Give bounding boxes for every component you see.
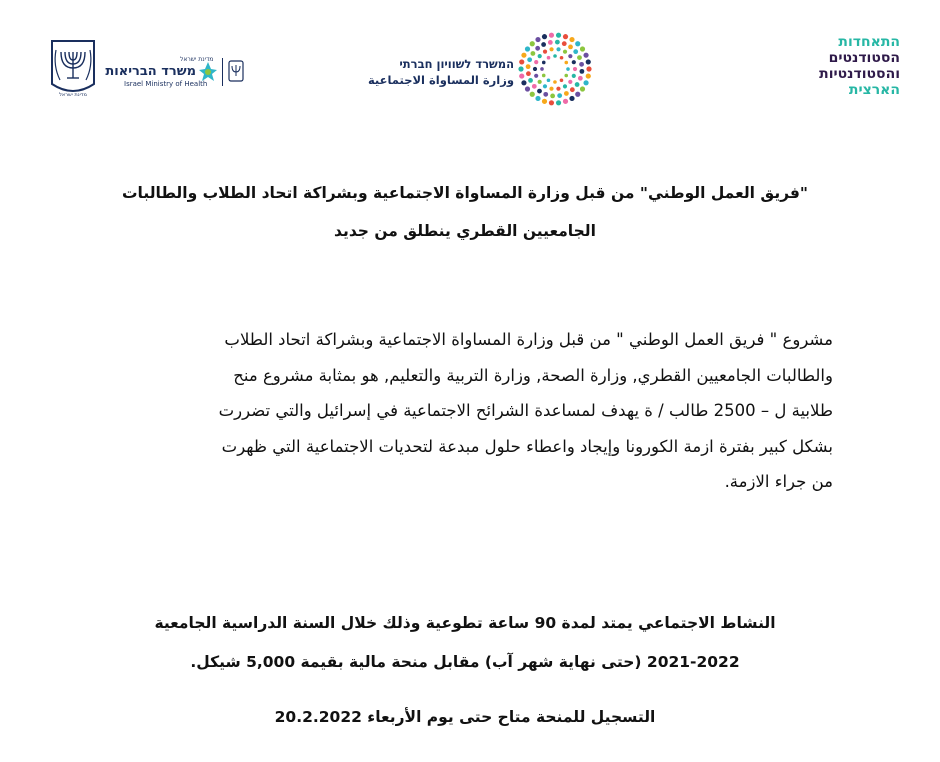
- wheel-dot: [525, 46, 530, 51]
- wheel-dot: [547, 78, 551, 82]
- wheel-dot: [583, 80, 588, 85]
- wheel-dot: [533, 67, 537, 71]
- wheel-dot: [542, 74, 546, 78]
- wheel-dot: [543, 84, 547, 88]
- wheel-dot: [560, 56, 564, 60]
- wheel-dot: [537, 89, 542, 94]
- wheel-dot: [586, 59, 591, 64]
- wheel-dot: [575, 41, 580, 46]
- wheel-dot: [564, 91, 569, 96]
- wheel-dot: [542, 34, 547, 39]
- wheel-dot: [556, 100, 561, 105]
- wheel-dot: [547, 56, 551, 60]
- wheel-dot: [525, 86, 530, 91]
- state-emblem: [48, 38, 98, 102]
- wheel-dot: [553, 80, 557, 84]
- wheel-dot: [549, 33, 554, 38]
- activity-line-2: 2021-2022 (حتى نهاية شهر آب) مقابل منحة مالية بقيمة 5,000 شيكل.: [190, 653, 740, 671]
- wheel-dot: [538, 54, 542, 58]
- wheel-dot: [568, 80, 572, 84]
- moh-state-label: מדינת ישראל: [180, 56, 214, 63]
- wheel-dot: [580, 46, 585, 51]
- description-line-5: من جراء الازمة.: [724, 472, 833, 491]
- wheel-dot: [542, 99, 547, 104]
- wheel-dot: [572, 74, 576, 78]
- wheel-dot: [586, 66, 591, 71]
- wheel-dot: [568, 54, 572, 58]
- wheel-dot: [518, 66, 523, 71]
- moh-divider: [222, 58, 223, 86]
- wheel-dot: [553, 54, 557, 58]
- wheel-dot: [563, 99, 568, 104]
- project-description: [100, 322, 833, 500]
- wheel-dot: [563, 84, 567, 88]
- wheel-dot: [549, 47, 553, 51]
- wheel-dot: [564, 74, 568, 78]
- wheel-dot: [568, 45, 573, 50]
- students-union-logo: [814, 34, 900, 98]
- wheel-dot: [521, 80, 526, 85]
- description-line-2: والطالبات الجامعيين القطري, وزارة الصحة, وزارة التربية والتعليم, هو بمثابة مشروع منح: [233, 365, 833, 385]
- wheel-dot: [563, 34, 568, 39]
- wheel-dot: [586, 73, 591, 78]
- wheel-dot: [579, 62, 584, 67]
- wheel-dot: [521, 53, 526, 58]
- wheel-dot: [580, 69, 585, 74]
- wheel-dot: [548, 40, 553, 45]
- wheel-dot: [572, 60, 576, 64]
- wheel-dot: [541, 42, 546, 47]
- wheel-dot: [577, 55, 582, 60]
- wheel-dot: [527, 57, 532, 62]
- social-equality-logo-text: [367, 56, 514, 88]
- wheel-dot: [530, 92, 535, 97]
- announcement-title: [110, 174, 820, 250]
- activity-line-1: النشاط الاجتماعي يمتد لمدة 90 ساعة تطوعية وذلك خلال السنة الدراسية الجامعية: [154, 614, 776, 632]
- wheel-dot: [556, 47, 560, 51]
- emblem-caption: מדינת ישראל: [59, 92, 87, 98]
- wheel-dot: [569, 37, 574, 42]
- wheel-dot: [519, 73, 524, 78]
- title-line-2: الجامعيين القطري ينطلق من جديد: [334, 222, 596, 240]
- wheel-dot: [519, 59, 524, 64]
- wheel-dot: [556, 87, 560, 91]
- wheel-dot: [535, 46, 540, 51]
- wheel-dot: [549, 100, 554, 105]
- dotted-wheel-icon: [516, 30, 594, 108]
- moh-english-name: Israel Ministry of Health: [124, 80, 208, 88]
- wheel-dot: [560, 78, 564, 82]
- wheel-dot: [535, 96, 540, 101]
- activity-details: [110, 604, 820, 682]
- wheel-dot: [534, 74, 538, 78]
- wheel-dot: [528, 78, 533, 83]
- wheel-dot: [538, 80, 542, 84]
- wheel-dot: [543, 92, 548, 97]
- wheel-dot: [542, 61, 546, 65]
- students-union-line-4: הארצית: [848, 82, 900, 98]
- wheel-dot: [526, 71, 531, 76]
- wheel-dot: [557, 93, 562, 98]
- menorah-emblem-icon: [228, 60, 244, 82]
- title-line-1: "فريق العمل الوطني" من قبل وزارة المساواة الاجتماعية وبشراكة اتحاد الطلاب والطالبات: [121, 184, 809, 202]
- wheel-dot: [549, 87, 553, 91]
- wheel-dot: [531, 51, 536, 56]
- wheel-dot: [570, 87, 575, 92]
- wheel-dot: [555, 40, 560, 45]
- wheel-dot: [569, 96, 574, 101]
- wheel-dot: [530, 41, 535, 46]
- moh-hebrew-name: משרד הבריאות: [105, 64, 196, 79]
- wheel-dot: [583, 53, 588, 58]
- wheel-dot: [535, 37, 540, 42]
- students-union-line-1: התאחדות: [838, 34, 900, 50]
- wheel-dot: [526, 64, 531, 69]
- health-star-icon: [198, 60, 218, 84]
- wheel-dot: [578, 76, 583, 81]
- wheel-dot: [543, 50, 547, 54]
- wheel-dot: [534, 60, 538, 64]
- wheel-dot: [562, 41, 567, 46]
- students-union-line-2: הסטודנטים: [828, 50, 900, 66]
- wheel-dot: [550, 94, 555, 99]
- description-line-4: بشكل كبير بفترة ازمة الكورونا وإيجاد واعطاء حلول مبدعة لتحديات الاجتماعية التي ظهرت: [221, 436, 833, 456]
- social-equality-arabic-name: وزارة المساواة الاجتماعية: [367, 73, 514, 87]
- students-union-line-3: והסטודנטיות: [819, 66, 900, 82]
- registration-deadline: التسجيل للمنحة متاح حتى يوم الأربعاء 20.2.2022: [274, 708, 656, 726]
- wheel-dot: [575, 92, 580, 97]
- social-equality-hebrew-name: המשרד לשוויון חברתי: [399, 57, 514, 71]
- wheel-dot: [564, 61, 568, 65]
- ministry-of-health-logo: [105, 52, 250, 92]
- wheel-dot: [532, 84, 537, 89]
- wheel-dot: [540, 67, 544, 71]
- wheel-dot: [556, 33, 561, 38]
- wheel-dot: [580, 86, 585, 91]
- wheel-dot: [573, 49, 578, 54]
- wheel-dot: [566, 67, 570, 71]
- wheel-dot: [563, 50, 567, 54]
- description-line-3: طلابية ل – 2500 طالب / ة يهدف لمساعدة الشرائح الاجتماعية في إسرائيل والتي تضررت: [218, 401, 833, 420]
- wheel-dot: [573, 67, 577, 71]
- wheel-dot: [575, 82, 580, 87]
- description-line-1: مشروع " فريق العمل الوطني " من قبل وزارة المساواة الاجتماعية وبشراكة اتحاد الطلاب: [224, 330, 833, 349]
